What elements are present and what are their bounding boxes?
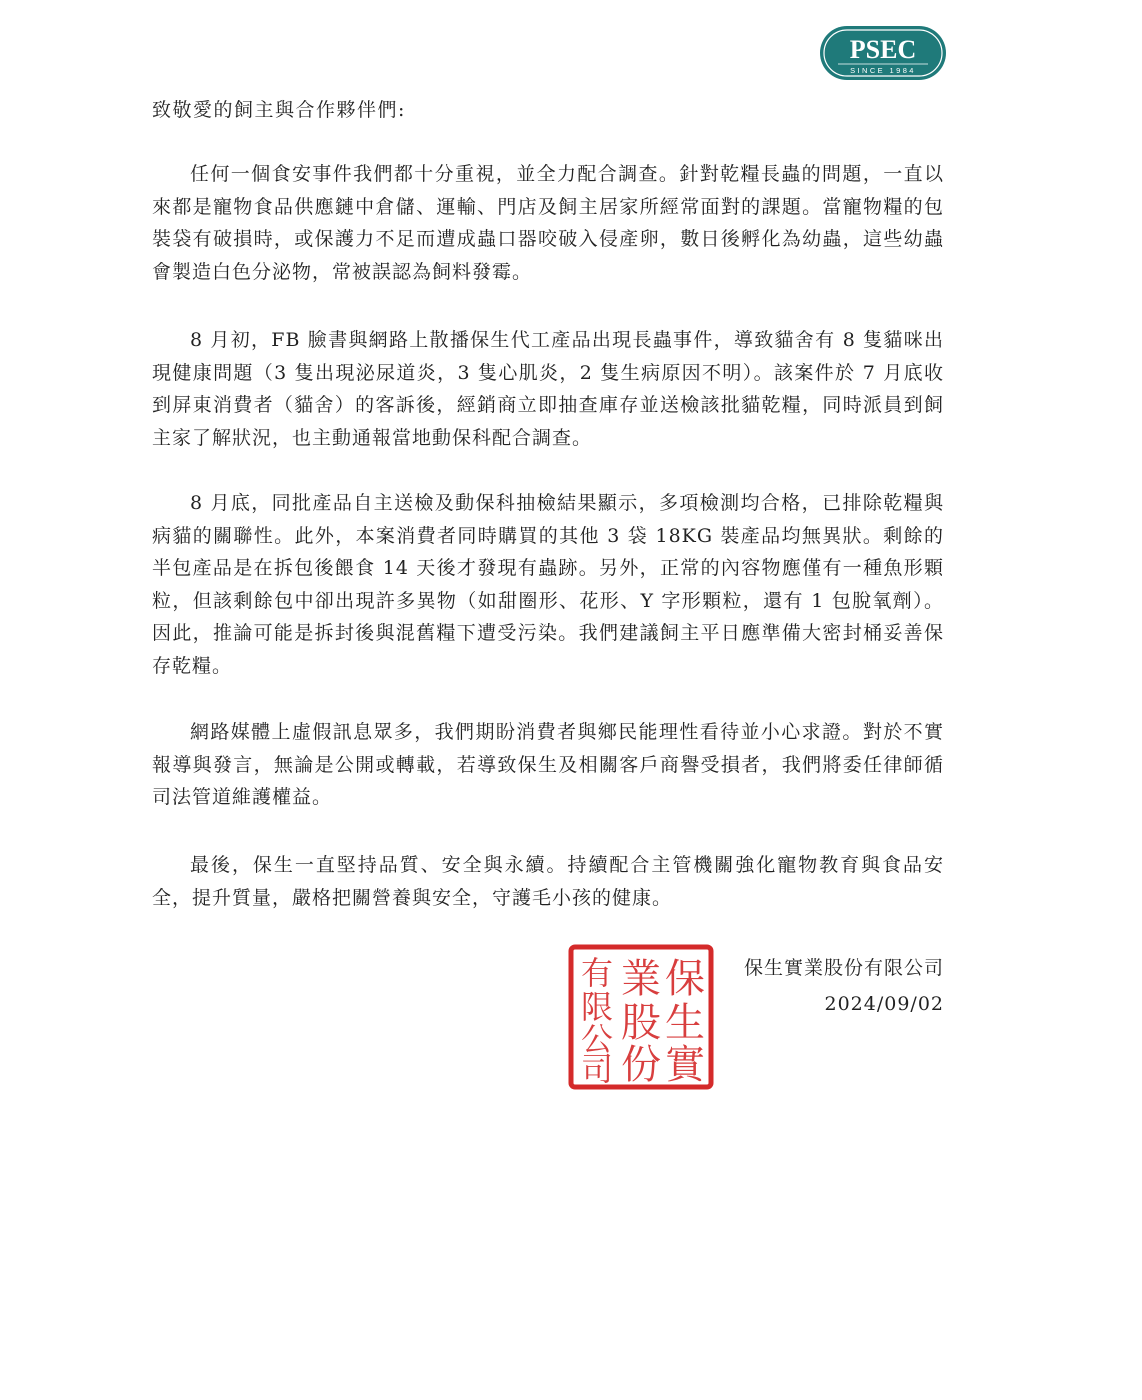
paragraph-incident: 8 月初，FB 臉書與網路上散播保生代工產品出現長蟲事件，導致貓舍有 8 隻貓咪出現健康問題（3 隻出現泌尿道炎，3 隻心肌炎，2 隻生病原因不明）。該案件於 7 月底收到屏東消費者（貓舍）的客訴後，經銷商立即抽查庫存並送檢該批貓乾糧，同時派員到飼主家了解狀況，也主動通報當地動保科配合調查。 [152, 329, 944, 449]
svg-text:限: 限 [580, 988, 614, 1026]
paragraph-closing: 最後，保生一直堅持品質、安全與永續。持續配合主管機關強化寵物教育與食品安全，提升質量，嚴格把關營養與安全，守護毛小孩的健康。 [152, 854, 944, 909]
paragraph-food-safety: 任何一個食安事件我們都十分重視，並全力配合調查。針對乾糧長蟲的問題，一直以來都是寵物食品供應鏈中倉儲、運輸、門店及飼主居家所經常面對的課題。當寵物糧的包裝袋有破損時，或保護力不足而遭成蟲口器咬破入侵產卵，數日後孵化為幼蟲，這些幼蟲會製造白色分泌物，常被誤認為飼料發霉。 [152, 163, 944, 283]
svg-text:有: 有 [580, 954, 614, 992]
svg-text:份: 份 [621, 1042, 661, 1088]
svg-text:保: 保 [665, 956, 705, 1002]
signature-block [744, 950, 944, 1022]
svg-text:司: 司 [580, 1050, 614, 1088]
svg-text:實: 實 [665, 1042, 705, 1088]
salutation: 致敬愛的飼主與合作夥伴們: [152, 99, 406, 121]
logo-tagline: SINCE 1984 [850, 66, 916, 75]
svg-text:股: 股 [621, 1000, 661, 1046]
svg-text:生: 生 [665, 1000, 705, 1046]
company-logo [818, 24, 948, 82]
company-name: 保生實業股份有限公司 [743, 957, 944, 979]
company-seal-stamp [568, 944, 714, 1090]
paragraph-misinformation: 網路媒體上虛假訊息眾多，我們期盼消費者與鄉民能理性看待並小心求證。對於不實報導與發言，無論是公開或轉載，若導致保生及相關客戶商譽受損者，我們將委任律師循司法管道維護權益。 [152, 721, 944, 808]
svg-text:公: 公 [580, 1020, 614, 1058]
logo-wordmark: PSEC [849, 35, 917, 64]
svg-text:業: 業 [621, 956, 661, 1002]
letter-date: 2024/09/02 [824, 993, 944, 1015]
paragraph-test-results: 8 月底，同批產品自主送檢及動保科抽檢結果顯示，多項檢測均合格，已排除乾糧與病貓的關聯性。此外，本案消費者同時購買的其他 3 袋 18KG 裝產品均無異狀。剩餘的半包產品是在拆包後餵食 14 天後才發現有蟲跡。另外，正常的內容物應僅有一種魚形顆粒，但該剩餘包中卻出現許多異物（如甜圈形、花形、Y 字形顆粒，還有 1 包脫氧劑）。因此，推論可能是拆封後與混舊糧下遭受污染。我們建議飼主平日應準備大密封桶妥善保存乾糧。 [152, 492, 944, 677]
